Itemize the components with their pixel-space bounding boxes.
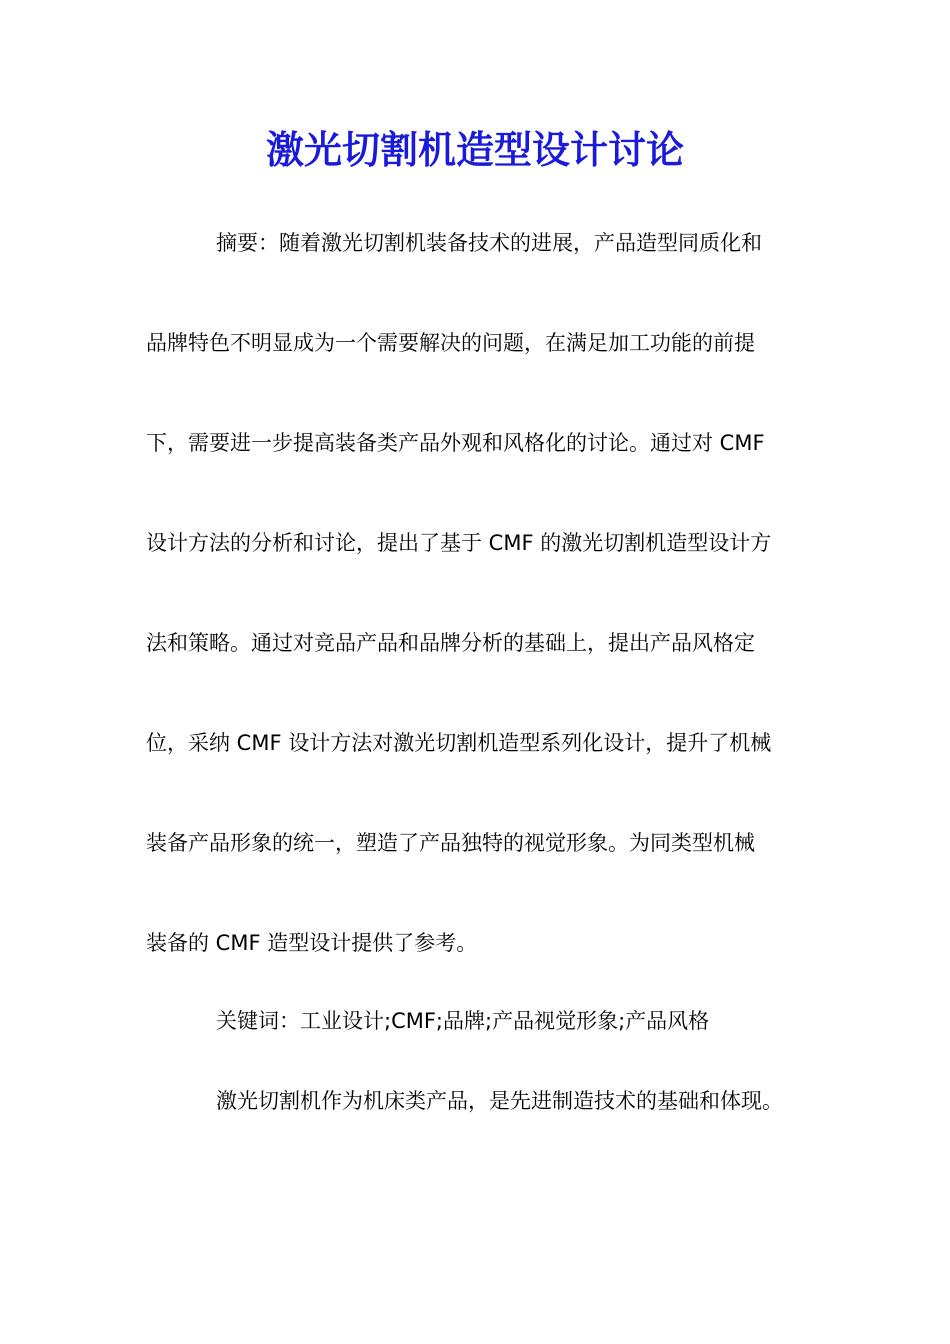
abstract-line-2: 品牌特色不明显成为一个需要解决的问题，在满足加工功能的前提 (146, 331, 755, 355)
keywords-line: 关键词：工业设计;CMF;品牌;产品视觉形象;产品风格 (216, 1009, 710, 1033)
abstract-line-5: 法和策略。通过对竞品产品和品牌分析的基础上，提出产品风格定 (146, 631, 755, 655)
document-title: 激光切割机造型设计讨论 (265, 127, 684, 172)
abstract-line-8: 装备的 CMF 造型设计提供了参考。 (146, 931, 478, 955)
abstract-line-3: 下，需要进一步提高装备类产品外观和风格化的讨论。通过对 CMF (146, 431, 765, 455)
abstract-line-6: 位，采纳 CMF 设计方法对激光切割机造型系列化设计，提升了机械 (146, 731, 772, 755)
abstract-line-1: 摘要：随着激光切割机装备技术的进展，产品造型同质化和 (216, 231, 762, 255)
body-paragraph-line: 激光切割机作为机床类产品，是先进制造技术的基础和体现。 (216, 1089, 783, 1113)
abstract-line-7: 装备产品形象的统一，塑造了产品独特的视觉形象。为同类型机械 (146, 831, 755, 855)
abstract-line-4: 设计方法的分析和讨论，提出了基于 CMF 的激光切割机造型设计方 (146, 531, 772, 555)
